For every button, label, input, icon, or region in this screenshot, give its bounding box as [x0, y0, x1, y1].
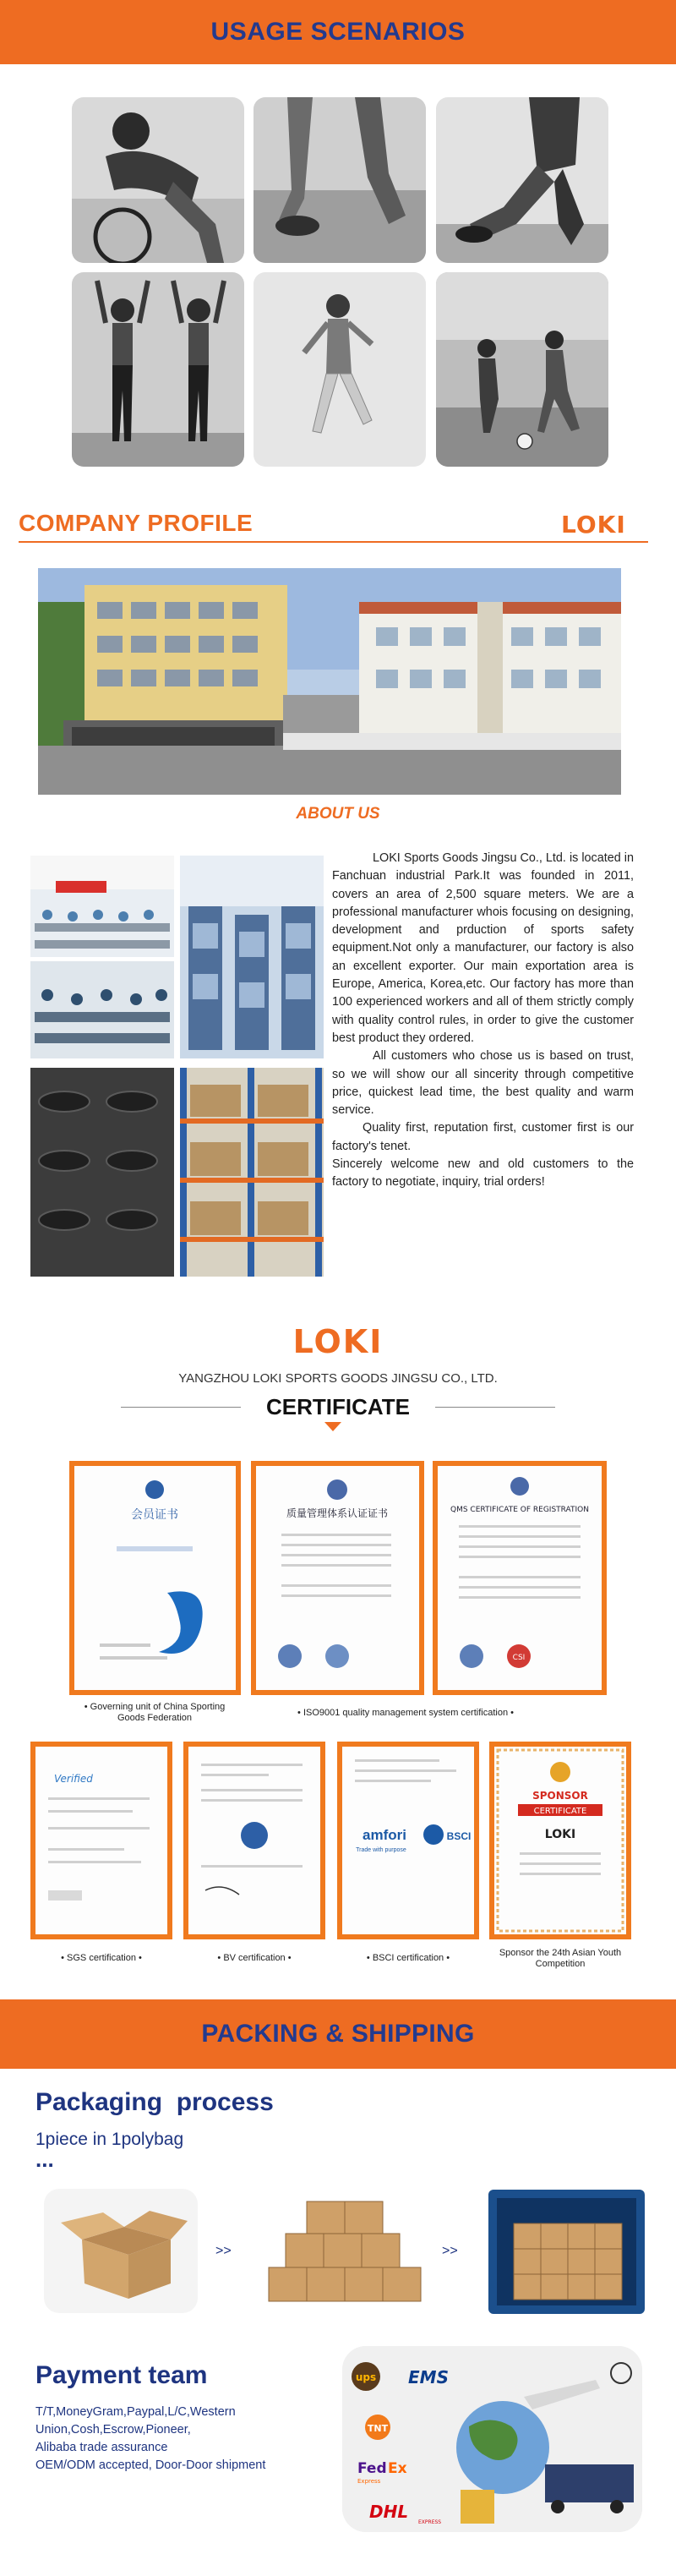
packaging-process-subtitle: 1piece in 1polybag	[35, 2130, 184, 2149]
packaging-stacked-boxes-image	[252, 2191, 429, 2311]
cert-quality-heading: 质量管理体系认证证书	[286, 1507, 389, 1519]
usage-scenarios-title: USAGE SCENARIOS	[210, 18, 466, 46]
cert-caption-sgs: • SGS certification •	[61, 1953, 142, 1963]
payment-line: Alibaba trade assurance	[35, 2441, 168, 2454]
cert-caption-text: BSCI certification	[372, 1953, 444, 1963]
cert-frame-quality	[251, 1461, 424, 1695]
cert-frame-bsci	[337, 1742, 479, 1939]
certificate-loki-logo: LOKI	[292, 1323, 384, 1360]
packaging-process-ellipsis: ...	[35, 2147, 54, 2172]
about-paragraph: LOKI Sports Goods Jingsu Co., Ltd. is located in Fanchuan industrial Park.It was founded in 2011, covers an area of 2,500 square meters. We are a professional manufacturer whois focusing on designing, development and prduction of sports safety equipment.Not only a manufacturer, our factory is also an excellent exporter. Our main exportation area is Europe, America, Korea,etc. Our factory has more than 100 experienced workers and all of them strictly comply with quality control rules, in order to give the customer best product they ordered.	[332, 851, 634, 1045]
cert-qms-heading: QMS CERTIFICATE OF REGISTRATION	[450, 1506, 589, 1514]
packaging-process-title: Packaging process	[35, 2088, 274, 2116]
cert-sponsor-banner: CERTIFICATE	[533, 1807, 587, 1816]
factory-building-photo	[38, 568, 621, 795]
usage-photo-fitness-women	[72, 272, 244, 467]
cert-frame-bv	[183, 1742, 325, 1939]
tnt-logo: TNT	[367, 2423, 389, 2434]
certificate-title: CERTIFICATE	[266, 1394, 410, 1419]
usage-photo-cyclist	[72, 97, 244, 263]
fedex-express-label: Express	[357, 2478, 381, 2485]
usage-photo-sprinter	[436, 97, 608, 263]
packaging-arrow-2: >>	[442, 2244, 458, 2258]
ems-logo: EMS	[408, 2367, 449, 2387]
cert-sponsor-logo: LOKI	[544, 1828, 576, 1841]
payment-methods	[35, 2404, 348, 2475]
company-profile-title: COMPANY PROFILE	[19, 510, 254, 536]
packaging-container-image	[488, 2190, 645, 2314]
usage-scenarios-banner	[0, 0, 676, 64]
cert-caption-bsci: • BSCI certification •	[366, 1953, 450, 1963]
cert-caption-sponsor	[493, 1948, 628, 1970]
certificate-company-name: YANGZHOU LOKI SPORTS GOODS JINGSU CO., LTD.	[178, 1371, 498, 1386]
loki-logo: LOKI	[561, 511, 626, 539]
usage-photo-running-legs	[254, 97, 426, 263]
packing-shipping-title: PACKING & SHIPPING	[201, 2020, 475, 2048]
workshop-photo-sewing	[30, 856, 174, 957]
usage-photo-jogger	[254, 272, 426, 467]
cert-caption-text: Governing unit of China Sporting Goods Federation	[90, 1702, 226, 1723]
cert-caption-text: Sponsor the 24th Asian Youth Competition	[499, 1948, 622, 1969]
payment-line: T/T,MoneyGram,Paypal,L/C,Western	[35, 2405, 236, 2419]
cert-caption-bv: • BV certification •	[217, 1953, 292, 1963]
certificate-arrow-icon	[324, 1422, 341, 1431]
cert-sponsor-heading: SPONSOR	[532, 1790, 588, 1802]
warehouse-photo-shelves	[180, 1068, 324, 1277]
cert-amfori-logo: amfori	[363, 1827, 406, 1843]
cert-member-heading: 会员证书	[131, 1508, 178, 1522]
company-profile-divider	[19, 541, 648, 543]
fedex-logo-fed: Fed	[357, 2460, 387, 2477]
cert-caption-federation: • Governing unit of China Sporting Goods Federation	[84, 1702, 226, 1723]
cert-caption-text: ISO9001 quality management system certification	[303, 1708, 509, 1718]
packaging-arrow-1: >>	[215, 2244, 232, 2258]
about-paragraph: Quality first, reputation first, customer first is our factory's tenet.	[332, 1121, 634, 1153]
about-us-text	[332, 850, 634, 1192]
payment-team-title: Payment team	[35, 2361, 208, 2389]
cert-caption-text: SGS certification	[67, 1953, 136, 1963]
about-paragraph: All customers who chose us is based on trust, so we will show our all sincerity through competitive price, quickest lead time, the best quality and warm service.	[332, 1049, 634, 1118]
warehouse-photo-stacks	[30, 1068, 174, 1277]
cert-frame-sponsor	[489, 1742, 631, 1939]
warehouse-photo-rolls	[180, 856, 324, 1058]
packaging-open-box-image	[44, 2189, 198, 2313]
cert-frame-qms	[433, 1461, 607, 1695]
cert-frame-member	[69, 1461, 241, 1695]
cert-amfori-tagline: Trade with purpose	[356, 1847, 406, 1853]
dhl-logo: DHL	[369, 2502, 409, 2522]
usage-photo-soccer	[436, 272, 608, 467]
payment-line: Union,Cosh,Escrow,Pioneer,	[35, 2423, 191, 2437]
about-paragraph: Sincerely welcome new and old customers to the factory to negotiate, inquiry, trial orders!	[332, 1157, 634, 1190]
ups-logo: ups	[355, 2371, 377, 2383]
workshop-photo-workers	[30, 961, 174, 1058]
cert-frame-sgs	[30, 1742, 172, 1939]
fedex-logo-ex: Ex	[388, 2460, 407, 2477]
cert-csi-label: CSI	[512, 1654, 526, 1662]
dhl-express-label: EXPRESS	[418, 2519, 442, 2525]
payment-line: OEM/ODM accepted, Door-Door shipment	[35, 2458, 266, 2472]
packing-shipping-banner	[0, 1999, 676, 2069]
cert-caption-text: BV certification	[223, 1953, 286, 1963]
shipping-carriers-image	[342, 2346, 642, 2532]
cert-caption-iso: • ISO9001 quality management system certification •	[297, 1708, 514, 1718]
about-us-title: ABOUT US	[296, 805, 380, 823]
cert-verified-label: Verified	[54, 1773, 93, 1785]
cert-bsci-logo: BSCI	[446, 1830, 472, 1842]
